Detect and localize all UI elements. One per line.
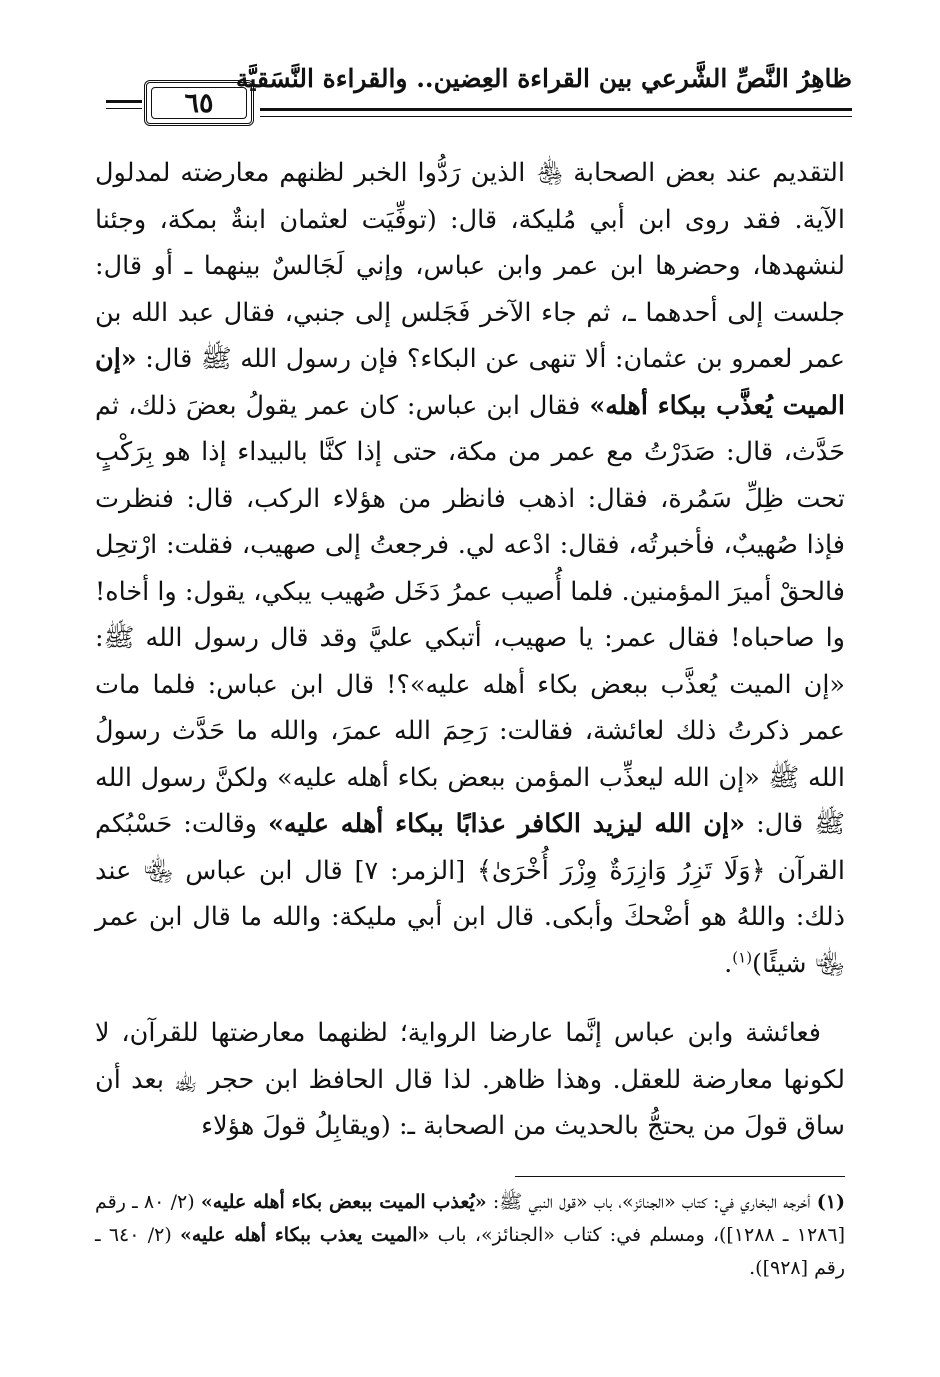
- running-header: [100, 60, 852, 130]
- hadith-quote-bold: «إن الله ليزيد الكافر عذابًا ببكاء أهله عليه»: [267, 809, 746, 839]
- text-run: فقال ابن عباس: كان عمر يقولُ بعضَ ذلك، ثم حَدَّث، قال: صَدَرْتُ مع عمر من مكة، حتى إذا كنَّا بالبيداء إذا هو بِرَكْبٍ تحت ظِلِّ سَمُرة، فقال: اذهب فانظر من هؤلاء الركب، قال: فنظرت فإذا صُهيبٌ، فأخبرتُه، فقال: ادْعه لي. فرجعتُ إلى صهيب، فقلت: ارْتحِل فالحقْ أميرَ المؤمنين. فلما أُصيب عمرُ دَخَل صُهيب يبكي، يقول: وا أخاه! وا صاحباه! فقال عمر: يا صهيب، أتبكي عليَّ وقد قال رسول الله ﷺ: «إن الميت يُعذَّب ببعض بكاء أهله عليه»؟! قال ابن عباس: فلما مات عمر ذكرتُ ذلك لعائشة، فقالت: رَحِمَ الله عمرَ، والله ما حَدَّث رسولُ الله ﷺ «إن الله ليعذِّب المؤمن ببعض بكاء أهله عليه» ولكنَّ رسول الله ﷺ قال:: [95, 390, 845, 839]
- text-run: التقديم عند بعض الصحابة ﵃ الذين رَدُّوا الخبر لظنهم معارضته لمدلول الآية. فقد روى ابن أبي مُليكة، قال: (توفِّيَت لعثمان ابنةٌ بمكة، وجئنا لنشهدها، وحضرها ابن عمر وابن عباس، وإني لَجَالسٌ بينهما ـ أو قال: جلست إلى أحدهما ـ، ثم جاء الآخر فَجَلس إلى جنبي، فقال عبد الله بن عمر لعمرو بن عثمان: ألا تنهى عن البكاء؟ فإن رسول الله ﷺ قال:: [95, 158, 845, 374]
- footnotes: [95, 1186, 845, 1285]
- main-text: [95, 150, 845, 1150]
- page-number-box: [144, 80, 254, 126]
- text-run: .: [724, 948, 733, 979]
- header-rule-thick: [260, 108, 852, 111]
- footnote-bold: «يُعذب الميت ببعض بكاء أهله عليه»: [200, 1191, 487, 1213]
- header-rule-left-thick: [106, 100, 142, 103]
- page-number: ٦٥: [184, 87, 214, 119]
- footnote-separator: [515, 1176, 845, 1177]
- header-title: ظاهِرُ النَّصِّ الشَّرعي بين القراءة العِضين.. والقراءة النَّسَقيَّة: [235, 64, 852, 93]
- header-rule-thin: [260, 116, 852, 117]
- paragraph-2: فعائشة وابن عباس إنَّما عارضا الرواية؛ لظنهما معارضتها للقرآن، لا لكونها معارضة للعقل. وهذا ظاهر. لذا قال الحافظ ابن حجر ﵀ بعد أن ساق قولَ من يحتجُّ بالحديث من الصحابة ـ: (ويقابِلُ قولَ هؤلاء: [95, 1018, 845, 1141]
- text-run: وقالت: حَسْبُكم القرآن ﴿وَلَا تَزِرُ وَازِرَةٌ وِزْرَ أُخْرَىٰ﴾ [الزمر: ٧] قال ابن عباس ﵄ عند ذلك: واللهُ هو أضْحكَ وأبكى. قال ابن أبي مليكة: والله ما قال ابن عمر ﵄ شيئًا): [95, 809, 846, 979]
- footnote-text: أخرجه البخاري في: كتاب «الجنائز»، باب «قول النبي ﷺ:: [486, 1191, 817, 1213]
- footnote-bold: «الميت يعذب ببكاء أهله عليه»: [180, 1224, 430, 1246]
- footnote-text: (٢/ ٨٠ ـ رقم [١٢٨٦ ـ ١٢٨٨])، ومسلم في: كتاب «الجنائز»، باب: [95, 1191, 845, 1246]
- paragraph-1: [95, 150, 845, 987]
- footnote-1: [95, 1186, 845, 1285]
- header-rule-left-thin: [106, 108, 142, 109]
- hadith-quote-bold: «إن الميت يُعذَّب ببكاء أهله»: [95, 344, 845, 421]
- footnote-ref[interactable]: (١): [732, 948, 753, 966]
- footnote-text: (٢/ ٦٤٠ ـ رقم [٩٢٨]).: [95, 1224, 845, 1279]
- footnote-marker: (١): [816, 1191, 845, 1213]
